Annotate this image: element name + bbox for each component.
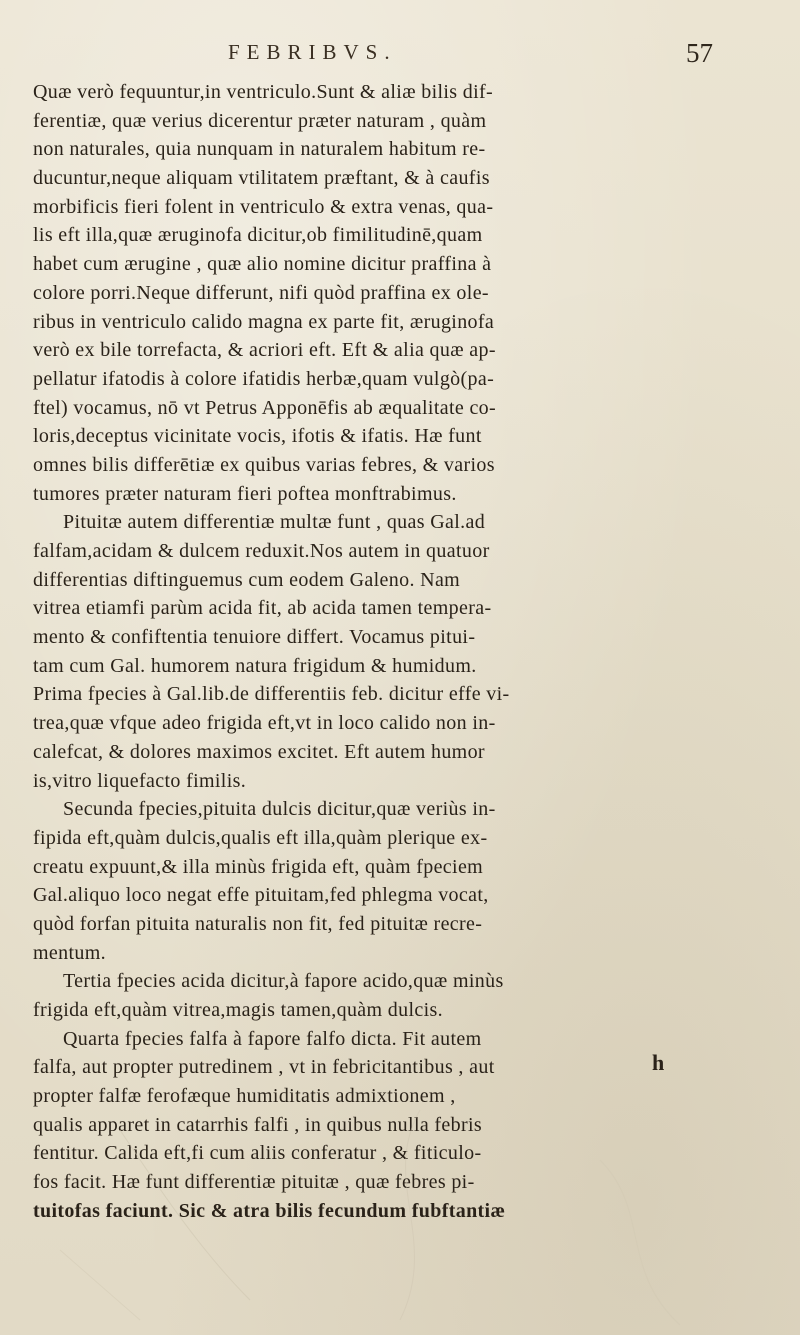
text-line: ferentiæ, quæ verius dicerentur præter naturam , quàm	[33, 109, 487, 132]
text-line: loris,deceptus vicinitate vocis, ifotis & ifatis. Hæ funt	[33, 425, 482, 448]
running-title: FEBRIBVS.	[228, 40, 397, 64]
text-line: morbificis fieri folent in ventriculo & extra venas, qua-	[33, 195, 494, 218]
text-line: lis eft illa,quæ æruginofa dicitur,ob fimilitudinē,quam	[33, 224, 483, 247]
text-line: ducuntur,neque aliquam vtilitatem præftant, & à caufis	[33, 167, 490, 190]
text-line: vitrea etiamfi parùm acida fit, ab acida tamen tempera-	[33, 597, 492, 620]
text-line: Quæ verò fequuntur,in ventriculo.Sunt & aliæ bilis dif-	[33, 81, 494, 103]
running-head	[0, 36, 800, 70]
text-line: fos facit. Hæ funt differentiæ pituitæ , quæ febres pi-	[33, 1171, 475, 1194]
text-line: ribus in ventriculo calido magna ex parte fit, æruginofa	[33, 310, 495, 333]
text-line: mento & confiftentia tenuiore differt. Vocamus pitui-	[33, 626, 476, 649]
text-line: calefcat, & dolores maximos excitet. Eft autem humor	[33, 740, 485, 763]
text-line: falfa, aut propter putredinem , vt in febricitantibus , aut	[33, 1056, 495, 1079]
text-line: Prima fpecies à Gal.lib.de differentiis feb. dicitur effe vi-	[33, 683, 510, 706]
text-line: Tertia fpecies acida dicitur,à fapore acido,quæ minùs	[63, 970, 504, 993]
text-line: verò ex bile torrefacta, & acriori eft. Eft & alia quæ ap-	[33, 339, 496, 362]
text-line: fipida eft,quàm dulcis,qualis eft illa,quàm plerique ex-	[33, 826, 488, 849]
text-line: falfam,acidam & dulcem reduxit.Nos autem in quatuor	[33, 540, 490, 562]
body-text	[33, 78, 783, 1226]
text-line: frigida eft,quàm vitrea,magis tamen,quàm dulcis.	[33, 999, 444, 1021]
text-line: fentitur. Calida eft,fi cum aliis conferatur , & fiticulo-	[33, 1142, 482, 1165]
text-line: mentum.	[33, 941, 106, 964]
text-line: pellatur ifatodis à colore ifatidis herbæ,quam vulgò(pa-	[33, 367, 495, 390]
text-line: qualis apparet in catarrhis falfi , in quibus nulla febris	[33, 1113, 483, 1136]
text-line: tumores præter naturam fieri poftea monftrabimus.	[33, 482, 457, 505]
text-line: non naturales, quia nunquam in naturalem habitum re-	[33, 138, 486, 161]
text-line: tam cum Gal. humorem natura frigidum & humidum.	[33, 654, 477, 677]
text-line: differentias diftinguemus cum eodem Galeno. Nam	[33, 568, 461, 591]
text-line: Secunda fpecies,pituita dulcis dicitur,quæ veriùs in-	[63, 798, 496, 821]
text-line: quòd forfan pituita naturalis non fit, fed pituitæ recre-	[33, 912, 483, 935]
text-line: ftel) vocamus, nō vt Petrus Apponēfis ab æqualitate co-	[33, 396, 497, 419]
text-line: habet cum ærugine , quæ alio nomine dicitur praffina à	[33, 253, 492, 276]
text-line: propter falfæ ferofæque humiditatis admixtionem ,	[33, 1085, 456, 1108]
text-line: omnes bilis differētiæ ex quibus varias febres, & varios	[33, 453, 495, 476]
text-line: Gal.aliquo loco negat effe pituitam,fed phlegma vocat,	[33, 884, 489, 907]
text-line: trea,quæ vfque adeo frigida eft,vt in loco calido non in-	[33, 712, 496, 735]
text-line: is,vitro liquefacto fimilis.	[33, 769, 247, 792]
catchword: h	[652, 1050, 665, 1075]
page-number: 57	[686, 38, 713, 68]
text-line: colore porri.Neque differunt, nifi quòd praffina ex ole-	[33, 281, 489, 304]
paper-texture	[0, 1070, 800, 1335]
text-line: Pituitæ autem differentiæ multæ funt , quas Gal.ad	[63, 511, 486, 534]
text-line: Quarta fpecies falfa à fapore falfo dicta. Fit autem	[63, 1027, 482, 1050]
text-line: tuitofas faciunt. Sic & atra bilis fecundum fubftantiæ	[33, 1199, 506, 1222]
text-line: creatu expuunt,& illa minùs frigida eft, quàm fpeciem	[33, 855, 484, 878]
